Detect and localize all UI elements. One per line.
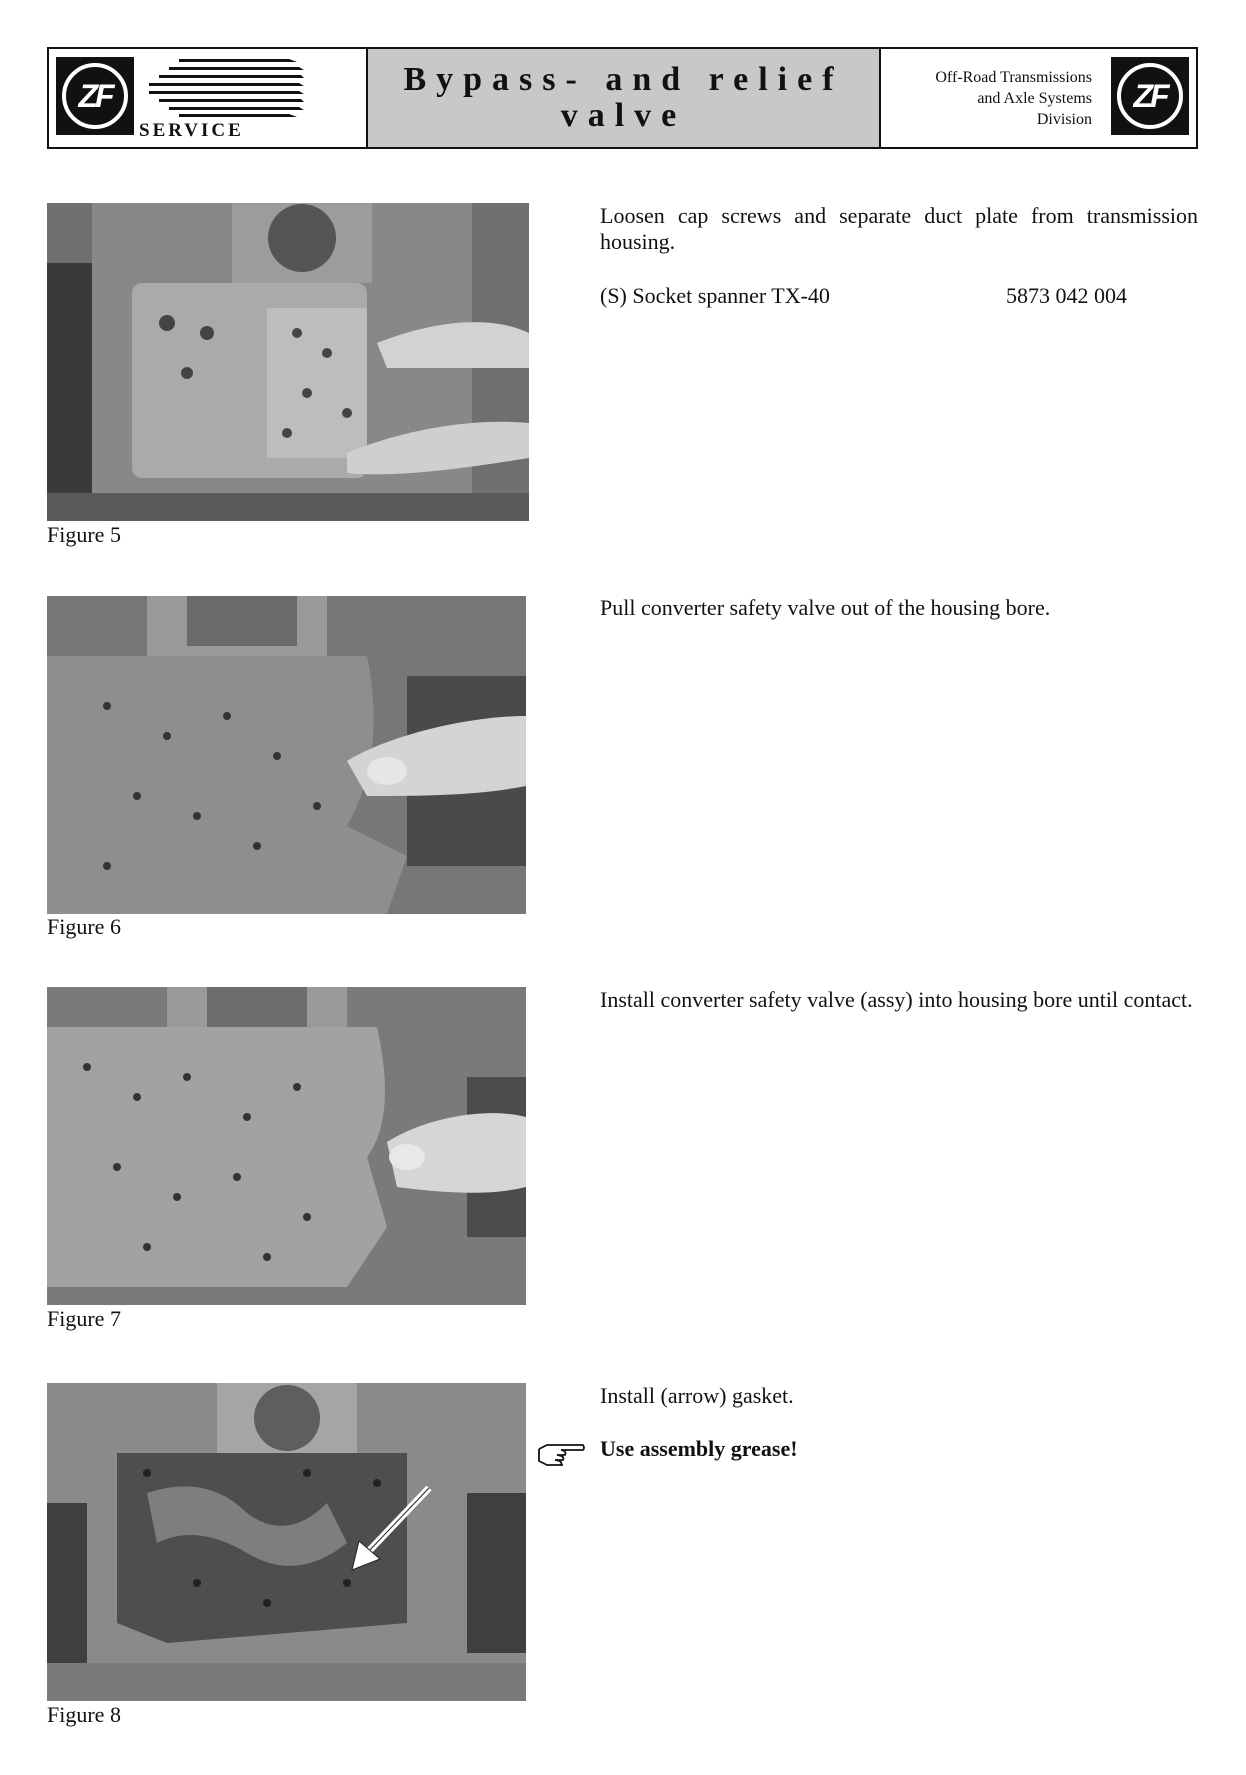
step-instruction: Pull converter safety valve out of the housing bore. xyxy=(600,595,1051,620)
service-label: SERVICE xyxy=(139,120,244,141)
tool-name: (S) Socket spanner TX-40 xyxy=(600,283,830,308)
zf-logo-text: ZF xyxy=(1117,63,1183,129)
figure-5-photo xyxy=(47,203,529,521)
step-instruction: Install converter safety valve (assy) into housing bore until contact. xyxy=(600,987,1193,1012)
figure-7-photo xyxy=(47,987,526,1305)
note-text: Use assembly grease! xyxy=(600,1436,798,1461)
pointing-hand-icon xyxy=(537,1439,585,1467)
division-line: Division xyxy=(1036,111,1092,128)
figure-caption: Figure 7 xyxy=(47,1306,121,1331)
figure-caption: Figure 8 xyxy=(47,1702,121,1727)
tool-spec-row xyxy=(600,283,1198,309)
title-cell xyxy=(368,49,881,147)
division-line: and Axle Systems xyxy=(977,90,1092,107)
part-number: 5873 042 004 xyxy=(1006,283,1127,308)
zf-logo-icon xyxy=(1111,57,1189,135)
page-title-line2: valve xyxy=(560,97,687,134)
division-line: Off-Road Transmissions xyxy=(935,69,1092,86)
zf-logo-text: ZF xyxy=(62,63,128,129)
division-cell xyxy=(881,49,1196,147)
figure-6-photo xyxy=(47,596,526,914)
division-text xyxy=(935,67,1092,130)
zf-service-logo-cell xyxy=(49,49,368,147)
page-title-line1: Bypass- and relief xyxy=(403,61,844,98)
speed-stripes-icon xyxy=(139,57,304,119)
figure-8-photo xyxy=(47,1383,526,1701)
zf-logo-icon xyxy=(56,57,134,135)
step-instruction: Install (arrow) gasket. xyxy=(600,1383,794,1408)
figure-caption: Figure 5 xyxy=(47,522,121,547)
figure-caption: Figure 6 xyxy=(47,914,121,939)
step-instruction: Loosen cap screws and separate duct plate from transmission housing. xyxy=(600,203,1198,254)
page-header xyxy=(47,47,1198,149)
